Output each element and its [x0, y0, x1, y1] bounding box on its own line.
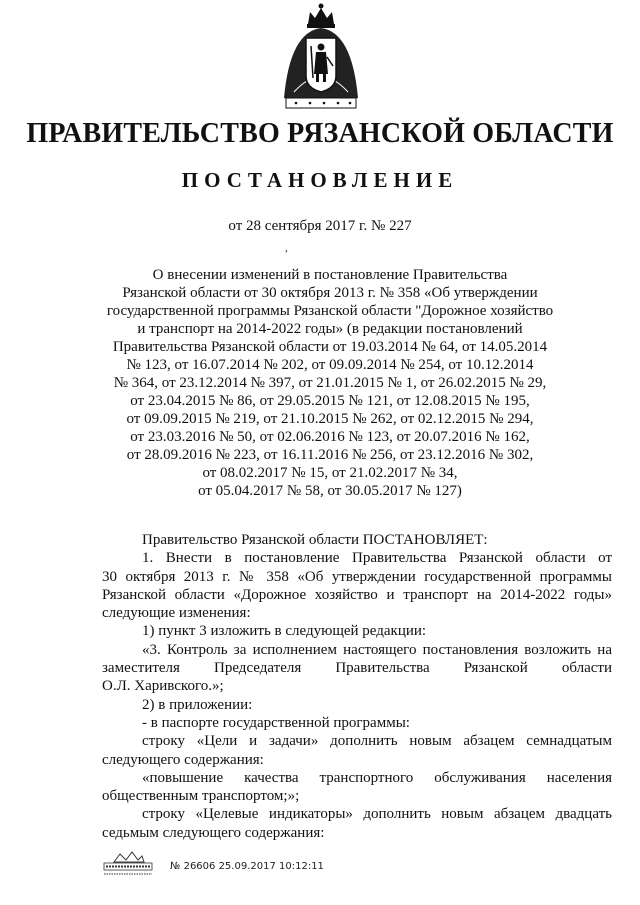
body-line: 1) пункт 3 изложить в следующей редакции: — [142, 623, 427, 640]
body-line: следующие изменения: — [102, 605, 251, 622]
registration-number: № 26606 25.09.2017 10:12:11 — [170, 861, 324, 872]
subject-line: Рязанской области от 30 октября 2013 г. № 358 «Об утверждении — [122, 285, 538, 301]
subject-line: от 09.09.2015 № 219, от 21.10.2015 № 262, от 02.12.2015 № 294, — [126, 411, 534, 427]
body-line: 30 октября 2013 г. № 358 «Об утверждении государственной программы — [102, 568, 612, 585]
subject-line: № 123, от 16.07.2014 № 202, от 09.09.2014 № 254, от 10.12.2014 — [126, 357, 534, 373]
subject-line: О внесении изменений в постановление Правительства — [152, 267, 508, 283]
government-title: ПРАВИТЕЛЬСТВО РЯЗАНСКОЙ ОБЛАСТИ — [26, 118, 614, 149]
subject-line: № 364, от 23.12.2014 № 397, от 21.01.2015 № 1, от 26.02.2015 № 29, — [113, 375, 547, 391]
subject-line: от 23.03.2016 № 50, от 02.06.2016 № 123, от 20.07.2016 № 162, — [130, 429, 530, 445]
body-line: строку «Целевые индикаторы» дополнить новым абзацем двадцать — [142, 806, 612, 823]
body-line: 2) в приложении: — [142, 696, 253, 713]
body-line: «повышение качества транспортного обслуживания населения — [142, 769, 612, 786]
body-line: общественным транспортом;»; — [102, 788, 300, 805]
coat-of-arms-icon — [280, 2, 362, 112]
registration-footer — [100, 848, 520, 878]
document-type: ПОСТАНОВЛЕНИЕ — [181, 168, 459, 192]
registry-stamp-icon — [100, 848, 156, 878]
subject-line: от 05.04.2017 № 58, от 30.05.2017 № 127) — [198, 483, 462, 499]
subject-line: от 08.02.2017 № 15, от 21.02.2017 № 34, — [202, 465, 458, 481]
subject-line: государственной программы Рязанской области "Дорожное хозяйство — [106, 303, 554, 319]
body-line: 1. Внести в постановление Правительства Рязанской области от — [142, 550, 612, 567]
subject-line: от 23.04.2015 № 86, от 29.05.2015 № 121, от 12.08.2015 № 195, — [130, 393, 530, 409]
document-body — [102, 531, 612, 842]
body-line: Рязанской области «Дорожное хозяйство и транспорт на 2014-2022 годы» — [102, 586, 612, 603]
body-line: следующего содержания: — [102, 751, 264, 768]
subject-line: и транспорт на 2014-2022 годы» (в редакции постановлений — [137, 321, 523, 337]
body-line: «3. Контроль за исполнением настоящего постановления возложить на — [142, 641, 612, 658]
document-subject — [60, 266, 600, 500]
subject-line: Правительства Рязанской области от 19.03.2014 № 64, от 14.05.2014 — [112, 339, 548, 355]
body-line: О.Л. Харивского.»; — [102, 678, 224, 695]
body-line: седьмым следующего содержания: — [102, 824, 325, 841]
body-line: Правительство Рязанской области ПОСТАНОВЛЯЕТ: — [142, 532, 488, 548]
body-line: - в паспорте государственной программы: — [142, 714, 410, 731]
document-date-number: от 28 сентября 2017 г. № 227 — [228, 218, 412, 234]
body-line: строку «Цели и задачи» дополнить новым абзацем семнадцатым — [142, 733, 612, 750]
pen-mark: , — [285, 240, 288, 254]
subject-line: от 28.09.2016 № 223, от 16.11.2016 № 256, от 23.12.2016 № 302, — [126, 447, 534, 463]
body-line: заместителя Председателя Правительства Рязанской области — [102, 660, 612, 677]
